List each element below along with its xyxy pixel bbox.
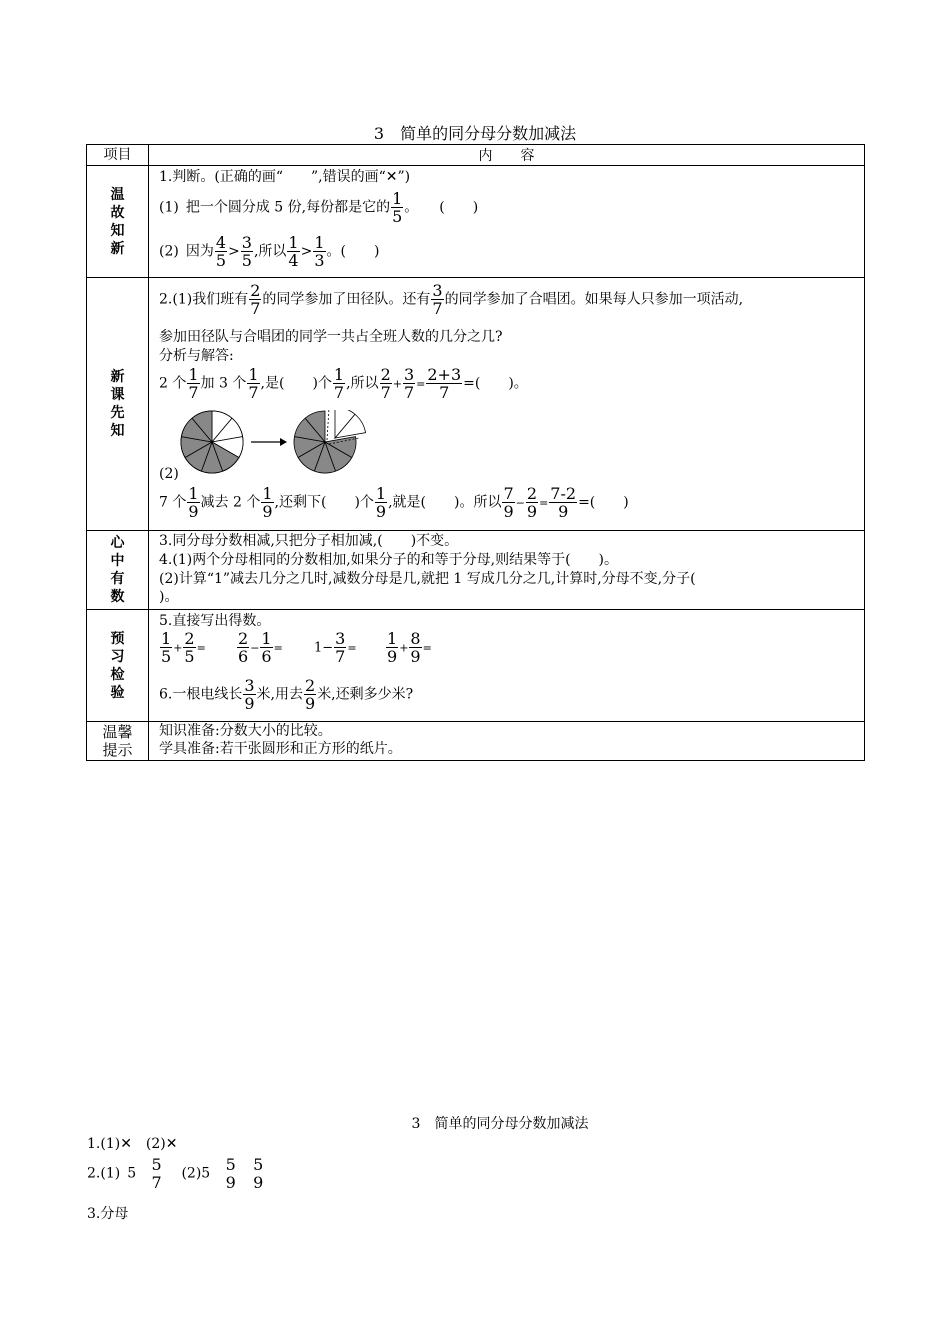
question-2-line6: 7 个 $\frac{1}{9}$ 减去 2 个 $\frac{1}{9}$ ,还剩下( )个 $\frac{1}{9}$ ,就是( )。所以 $\frac{7}{9}$ − $\frac{2}{9}$ = $\frac{7-2}{9}$ =( ) — [159, 484, 629, 521]
question-4-2-end: )。 — [159, 589, 179, 605]
circle-with-removed-pieces — [294, 410, 366, 473]
label-check: 预 习 检 验 — [87, 610, 149, 722]
question-2: 2.(1)我们班有 $\frac{2}{7}$ 的同学参加了田径队。还有 $\frac{3}{7}$ 的同学参加了合唱团。如果每人只参加一项活动, — [159, 281, 744, 318]
tip-knowledge: 知识准备:分数大小的比较。 — [159, 723, 332, 739]
circle-divided-9 — [181, 411, 243, 473]
question-2-line2: 参加田径队与合唱团的同学一共占全班人数的几分之几? — [159, 329, 503, 345]
expression-1: $\frac{1}{5}$ + $\frac{2}{5}$ = — [161, 629, 206, 666]
summary-content — [149, 531, 865, 610]
worksheet-title: 3 简单的同分母分数加减法 — [373, 124, 577, 143]
question-4-2: (2)计算“1”减去几分之几时,减数分母是几,就把 1 写成几分之几,计算时,分母不变,分子( — [159, 571, 696, 587]
tips-content — [149, 722, 865, 761]
question-1: 1.判断。(正确的画“ ”,错误的画“✕”) — [159, 169, 411, 185]
question-1-1: (1) 把一个圆分成 5 份,每份都是它的 $\frac{1}{5}$ 。 ( ) — [159, 189, 479, 226]
header-item: 项目 — [87, 145, 149, 166]
question-5: 5.直接写出得数。 — [159, 613, 271, 629]
expression-3: 1− $\frac{3}{7}$ = — [314, 629, 357, 666]
preview-content — [149, 278, 865, 531]
label-preview: 新 课 先 知 — [87, 278, 149, 531]
label-tips: 温馨 提示 — [87, 722, 149, 761]
worksheet-table — [86, 144, 865, 761]
expression-4: $\frac{1}{9}$ + $\frac{8}{9}$ = — [387, 629, 432, 666]
review-content — [149, 166, 865, 278]
answer-1: 1.(1)✕ (2)✕ — [87, 1136, 178, 1152]
fraction: $\frac{1}{5}$ — [392, 189, 403, 226]
label-summary: 心 中 有 数 — [87, 531, 149, 610]
label-review: 温 故 知 新 — [87, 166, 149, 278]
question-3: 3.同分母分数相减,只把分子相加减,( )不变。 — [159, 533, 459, 549]
question-1-2: (2) 因为 $\frac{4}{5}$ > $\frac{3}{5}$ ,所以 $\frac{1}{4}$ > $\frac{1}{3}$ 。( ) — [159, 233, 380, 270]
arrow-icon — [251, 438, 287, 446]
question-2-line3: 分析与解答: — [159, 348, 234, 364]
answer-2: 2.(1) 5 5 7 (2)5 5 9 5 9 — [87, 1155, 264, 1192]
tip-materials: 学具准备:若干张圆形和正方形的纸片。 — [159, 741, 402, 757]
answer-3: 3.分母 — [87, 1206, 129, 1222]
header-content: 内 容 — [149, 145, 865, 166]
question-2-part2: (2) — [159, 466, 179, 482]
answers-title: 3 简单的同分母分数加减法 — [411, 1116, 589, 1132]
question-4-1: 4.(1)两个分母相同的分数相加,如果分子的和等于分母,则结果等于( )。 — [159, 552, 619, 568]
question-6: 6.一根电线长 $\frac{3}{9}$ 米,用去 $\frac{2}{9}$ 米,还剩多少米? — [159, 676, 414, 713]
pie-diagram — [179, 410, 379, 480]
question-2-line4: 2 个 $\frac{1}{7}$ 加 3 个 $\frac{1}{7}$ ,是( )个 $\frac{1}{7}$ ,所以 $\frac{2}{7}$ + $\frac{3}{7}$ = $\frac{2+3}{7}$ =( )。 — [159, 365, 528, 402]
check-content — [149, 610, 865, 722]
expression-2: $\frac{2}{6}$ − $\frac{1}{6}$ = — [238, 629, 283, 666]
